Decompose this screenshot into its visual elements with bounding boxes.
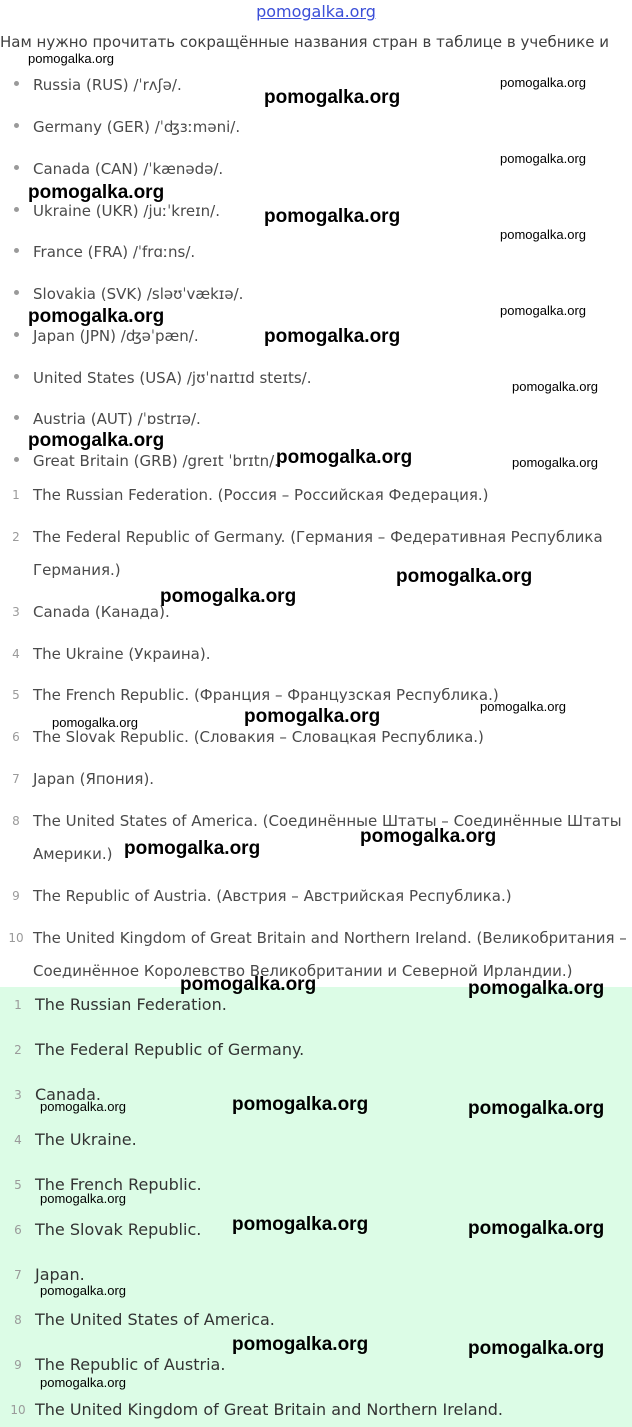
watermark: pomogalka.org xyxy=(468,978,605,999)
watermark: pomogalka.org xyxy=(28,430,165,451)
answer-text: The Slovak Republic. xyxy=(35,1220,202,1239)
answer-number: 5 xyxy=(14,1178,22,1192)
list-item-text: Japan (JPN) /ʤəˈpæn/. xyxy=(33,327,199,345)
item-text: Америки.) xyxy=(33,845,113,863)
watermark: pomogalka.org xyxy=(500,227,586,242)
intro-text: Нам нужно прочитать сокращённые названия стран в таблице в учебнике и xyxy=(0,33,610,51)
watermark: pomogalka.org xyxy=(244,706,381,727)
answer-number: 3 xyxy=(14,1088,22,1102)
list-item-text: Germany (GER) /ˈʤɜːməni/. xyxy=(33,118,241,136)
answer-text: Japan. xyxy=(35,1265,85,1284)
watermark: pomogalka.org xyxy=(124,838,261,859)
item-number: 10 xyxy=(8,931,24,945)
item-text: The United States of America. (Соединённые Штаты – Соединённые Штаты xyxy=(33,812,622,830)
answer-number: 2 xyxy=(14,1043,22,1057)
item-text: Japan (Япония). xyxy=(33,770,155,788)
watermark: pomogalka.org xyxy=(468,1098,605,1119)
watermark: pomogalka.org xyxy=(396,566,533,587)
list-item-text: Russia (RUS) /ˈrʌʃə/. xyxy=(33,76,182,94)
list-item xyxy=(14,452,279,476)
answer-text: The United Kingdom of Great Britain and Northern Ireland. xyxy=(35,1400,503,1419)
list-item-text: France (FRA) /ˈfrɑːns/. xyxy=(33,243,196,261)
watermark: pomogalka.org xyxy=(28,51,114,66)
bullet-icon xyxy=(14,415,19,420)
list-item-text: United States (USA) /jʊˈnaɪtɪd steɪts/. xyxy=(33,369,312,387)
watermark: pomogalka.org xyxy=(232,1094,369,1115)
watermark: pomogalka.org xyxy=(160,586,297,607)
answer-number: 7 xyxy=(14,1268,22,1282)
watermark: pomogalka.org xyxy=(28,182,165,203)
answer-number: 1 xyxy=(14,998,22,1012)
watermark: pomogalka.org xyxy=(232,1334,369,1355)
item-number: 4 xyxy=(12,647,20,661)
list-item-text: Great Britain (GRB) /greɪt ˈbrɪtn/. xyxy=(33,452,279,470)
watermark: pomogalka.org xyxy=(276,447,413,468)
watermark: pomogalka.org xyxy=(52,715,138,730)
answer-number: 9 xyxy=(14,1358,22,1372)
item-number: 7 xyxy=(12,772,20,786)
watermark: pomogalka.org xyxy=(40,1099,126,1114)
watermark: pomogalka.org xyxy=(468,1338,605,1359)
item-text: The Ukraine (Украина). xyxy=(33,645,211,663)
answer-text: The Ukraine. xyxy=(35,1130,137,1149)
watermark: pomogalka.org xyxy=(232,1214,369,1235)
list-item xyxy=(14,327,199,351)
bullet-icon xyxy=(14,165,19,170)
watermark: pomogalka.org xyxy=(512,455,598,470)
answer-number: 8 xyxy=(14,1313,22,1327)
list-item xyxy=(14,160,223,184)
answer-text: The United States of America. xyxy=(35,1310,275,1329)
answer-text: The French Republic. xyxy=(35,1175,202,1194)
answer-number: 10 xyxy=(10,1403,26,1417)
watermark: pomogalka.org xyxy=(40,1283,126,1298)
list-item xyxy=(14,76,182,100)
watermark: pomogalka.org xyxy=(28,306,165,327)
item-number: 9 xyxy=(12,889,20,903)
bullet-icon xyxy=(14,374,19,379)
bullet-icon xyxy=(14,248,19,253)
item-number: 2 xyxy=(12,530,20,544)
watermark: pomogalka.org xyxy=(40,1375,126,1390)
list-item-text: Canada (CAN) /ˈkænədə/. xyxy=(33,160,224,178)
watermark: pomogalka.org xyxy=(500,151,586,166)
item-number: 3 xyxy=(12,605,20,619)
watermark: pomogalka.org xyxy=(264,206,401,227)
watermark: pomogalka.org xyxy=(264,326,401,347)
list-item-text: Austria (AUT) /ˈɒstrɪə/. xyxy=(33,410,201,428)
item-number: 6 xyxy=(12,730,20,744)
answer-text: The Federal Republic of Germany. xyxy=(35,1040,305,1059)
item-text: Германия.) xyxy=(33,561,121,579)
item-number: 8 xyxy=(12,814,20,828)
item-text: The United Kingdom of Great Britain and Northern Ireland. (Великобритания – xyxy=(33,929,627,947)
list-item-text: Ukraine (UKR) /juːˈkreɪn/. xyxy=(33,202,220,220)
item-number: 5 xyxy=(12,688,20,702)
list-item xyxy=(14,243,195,267)
item-text: The Republic of Austria. (Австрия – Австрийская Республика.) xyxy=(33,887,512,905)
item-number: 1 xyxy=(12,488,20,502)
item-text: Canada (Канада). xyxy=(33,603,170,621)
list-item-text: Slovakia (SVK) /sləʊˈvækɪə/. xyxy=(33,285,244,303)
answer-text: The Republic of Austria. xyxy=(35,1355,226,1374)
answer-number: 6 xyxy=(14,1223,22,1237)
bullet-icon xyxy=(14,207,19,212)
watermark: pomogalka.org xyxy=(512,379,598,394)
bullet-icon xyxy=(14,290,19,295)
watermark: pomogalka.org xyxy=(500,303,586,318)
item-text: Соединённое Королевство Великобритании и Северной Ирландии.) xyxy=(33,962,573,980)
answer-text: The Russian Federation. xyxy=(35,995,227,1014)
watermark: pomogalka.org xyxy=(500,75,586,90)
item-text: The Slovak Republic. (Словакия – Словацкая Республика.) xyxy=(33,728,484,746)
bullet-icon xyxy=(14,123,19,128)
watermark: pomogalka.org xyxy=(180,974,317,995)
watermark: pomogalka.org xyxy=(264,87,401,108)
answer-box xyxy=(0,987,632,1427)
watermark: pomogalka.org xyxy=(480,699,566,714)
bullet-icon xyxy=(14,81,19,86)
item-text: The Federal Republic of Germany. (Германия – Федеративная Республика xyxy=(33,528,603,546)
watermark: pomogalka.org xyxy=(360,826,497,847)
answer-text: Canada. xyxy=(35,1085,101,1104)
site-link[interactable]: pomogalka.org xyxy=(256,2,376,21)
list-item xyxy=(14,118,240,142)
list-item xyxy=(14,202,220,226)
bullet-icon xyxy=(14,457,19,462)
answer-number: 4 xyxy=(14,1133,22,1147)
watermark: pomogalka.org xyxy=(468,1218,605,1239)
item-text: The French Republic. (Франция – Французская Республика.) xyxy=(33,686,499,704)
list-item xyxy=(14,369,312,393)
watermark: pomogalka.org xyxy=(40,1191,126,1206)
bullet-icon xyxy=(14,332,19,337)
item-text: The Russian Federation. (Россия – Российская Федерация.) xyxy=(33,486,489,504)
